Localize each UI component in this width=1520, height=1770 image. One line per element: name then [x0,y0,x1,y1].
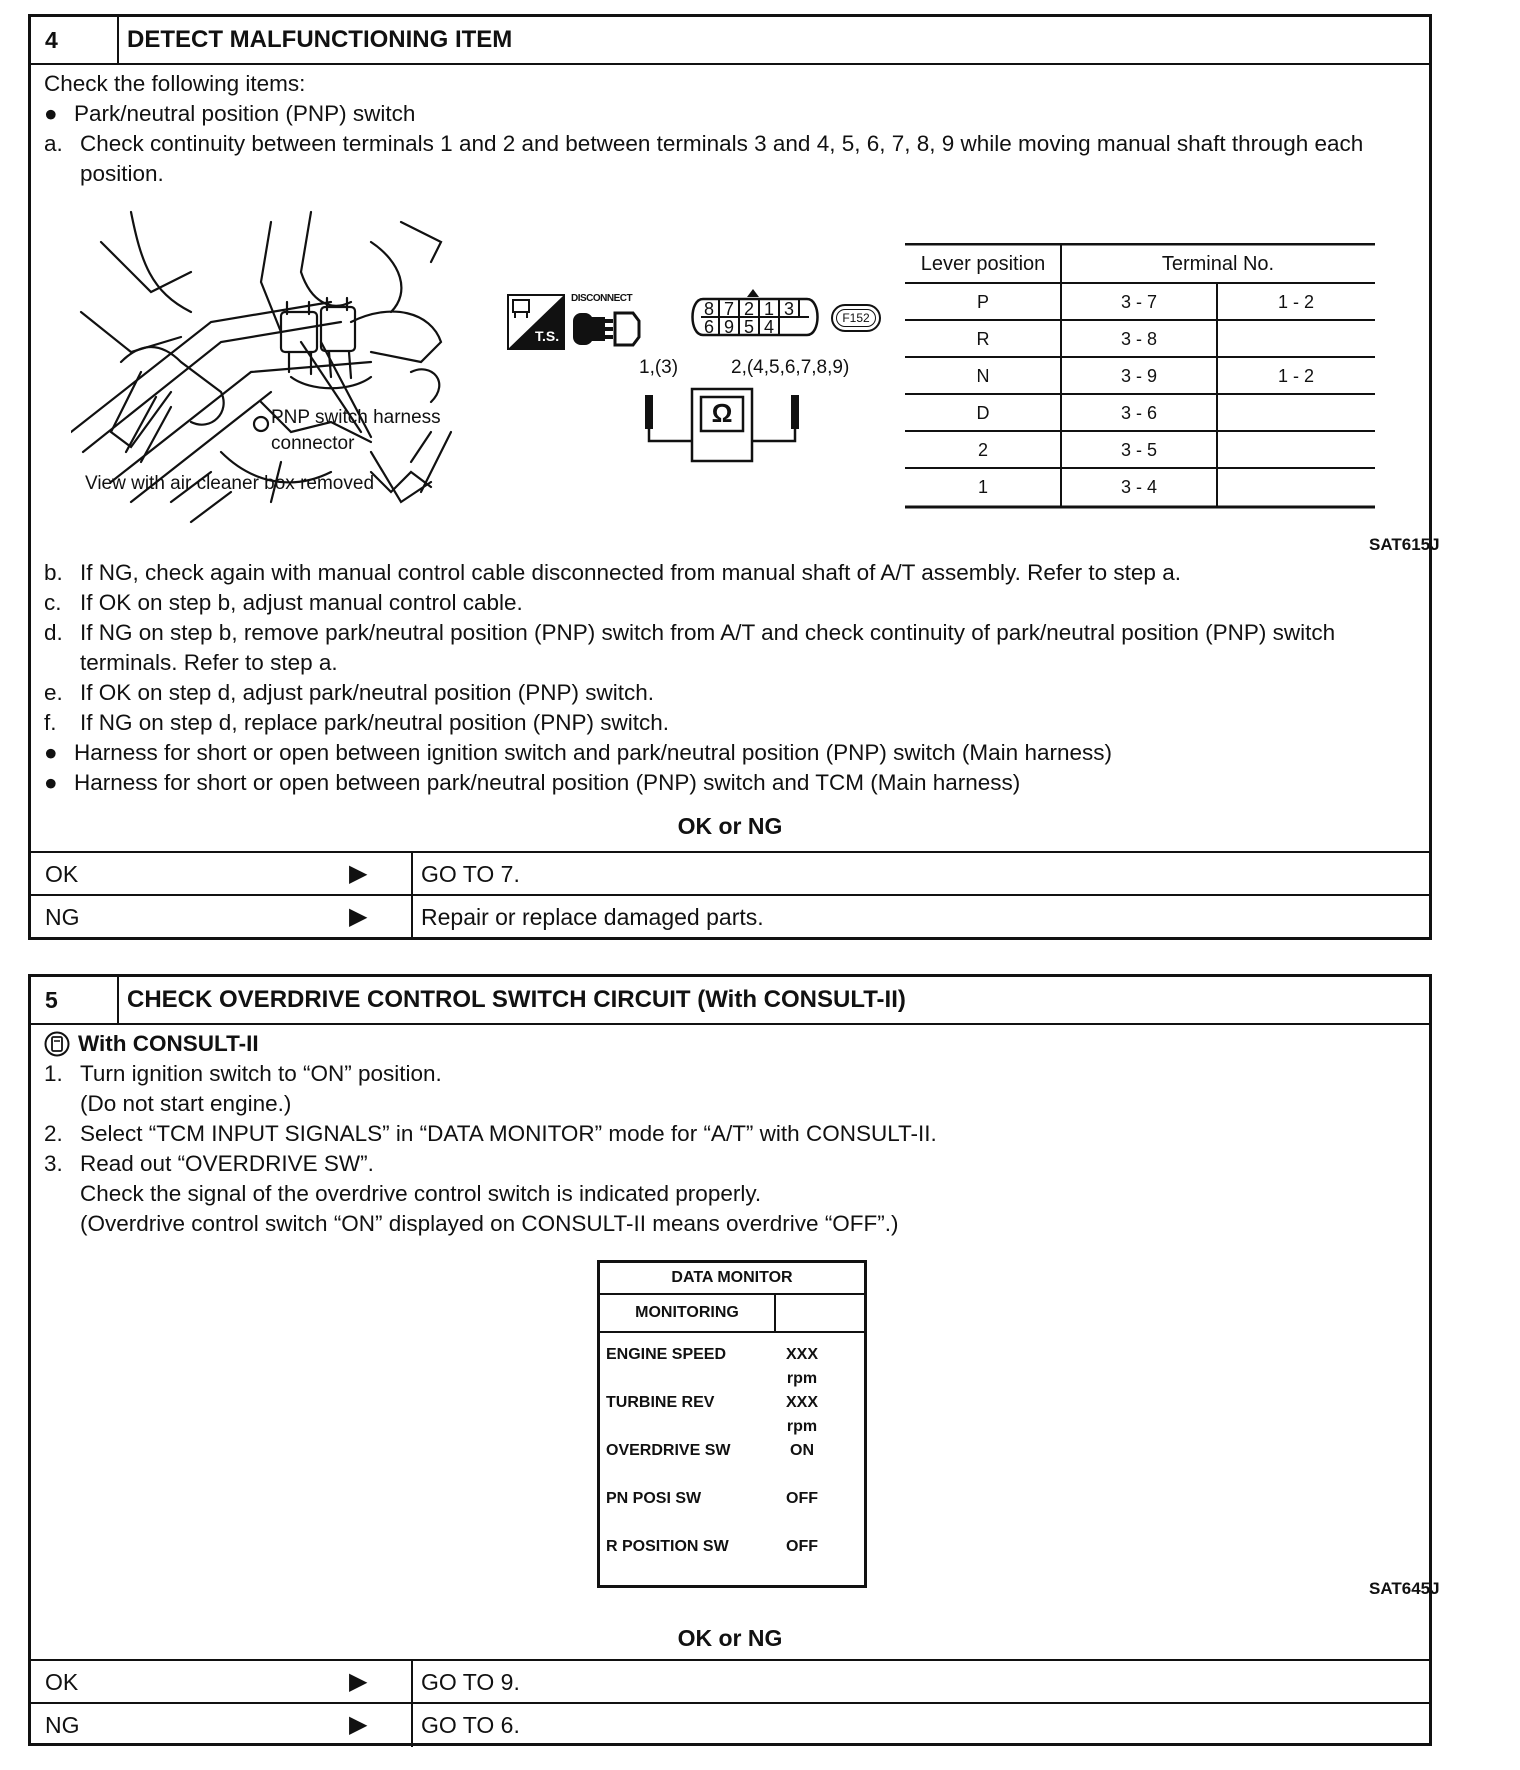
step-label: c. [44,590,62,615]
probe-label-right: 2,(4,5,6,7,8,9) [731,357,850,378]
arrow-icon: ▶ [349,1711,368,1738]
table-row [905,321,1375,358]
step-note: (Do not start engine.) [80,1091,292,1116]
pin-label: 8 [703,299,714,319]
ng-label: NG [45,1712,80,1738]
table-cell: 1 - 2 [1277,366,1315,386]
table-cell: 3 - 6 [1120,403,1158,423]
step-text: If NG on step b, remove park/neutral position (PNP) switch from A/T and check continuity of park/neutral position (PNP) switch terminals. Refer to step a. [80,620,1336,675]
table-cell: 3 - 5 [1120,440,1158,460]
step-3 [44,1149,1419,1179]
ts-label: T.S. [535,328,560,344]
monitor-item-name: PN POSI SW [606,1490,702,1507]
step-label: 1. [44,1061,63,1086]
ng-result: Repair or replace damaged parts. [421,904,764,930]
bullet-icon: ● [44,740,58,765]
step-text: Read out “OVERDRIVE SW”. [80,1151,374,1176]
monitor-item-name: ENGINE SPEED [606,1346,727,1363]
table-row [905,432,1375,469]
connector-id-badge [831,304,881,332]
ok-or-ng-title: OK or NG [677,813,783,839]
table-cell: P [976,292,989,312]
bullet-text: Park/neutral position (PNP) switch [74,101,416,126]
step-c [44,588,1419,618]
ts-icon [507,294,565,350]
pin-label: 5 [743,317,754,337]
step-text: Check continuity between terminals 1 and 2 and between terminals 3 and 4, 5, 6, 7, 8, 9 while moving manual shaft through each position. [80,131,1364,186]
table-row [905,469,1375,506]
arrow-icon: ▶ [349,1668,368,1695]
step-f [44,708,1419,738]
table-cell [1217,432,1375,469]
bullet-text: Harness for short or open between park/neutral position (PNP) switch and TCM (Main harness) [74,770,1021,795]
table-cell [1217,469,1375,506]
with-consult-label: With CONSULT-II [78,1031,259,1056]
table-row [905,395,1375,432]
row-divider [411,1704,413,1747]
step-5-header [31,977,1429,1025]
monitor-item-value: ON [790,1442,814,1459]
ng-row [31,894,1429,939]
ng-result: GO TO 6. [421,1712,520,1738]
table-row [905,358,1375,395]
step-text: Select “TCM INPUT SIGNALS” in “DATA MONITOR” mode for “A/T” with CONSULT-II. [80,1121,937,1146]
table-header: Terminal No. [1161,253,1275,275]
monitoring-header [600,1295,864,1333]
step-text: If OK on step b, adjust manual control cable. [80,590,523,615]
step-text: Turn ignition switch to “ON” position. [80,1061,442,1086]
pin-label: 3 [783,299,794,319]
disconnect-label: DISCONNECT [571,293,633,304]
figure-label-harness [271,405,441,457]
disconnect-icon [573,307,643,351]
monitor-item-value: OFF [786,1538,818,1555]
data-monitor-screen [597,1260,867,1588]
monitor-row [606,1487,860,1511]
step-note: (Overdrive control switch “ON” displayed on CONSULT-II means overdrive “OFF”.) [80,1211,899,1236]
step-b [44,558,1419,588]
terminal-table [905,245,1375,506]
step-text: If OK on step d, adjust park/neutral position (PNP) switch. [80,680,655,705]
ok-label: OK [45,861,79,887]
table-cell: 1 - 2 [1277,292,1315,312]
arrow-icon: ▶ [349,903,368,930]
data-monitor-title: DATA MONITOR [600,1263,864,1295]
step-label: b. [44,560,63,585]
table-cell: N [976,366,990,386]
connector-id: F152 [836,309,876,327]
step-text: If NG on step d, replace park/neutral position (PNP) switch. [80,710,670,735]
pin-label: 9 [723,317,734,337]
monitor-item-value: OFF [786,1490,818,1507]
ohm-symbol: Ω [711,398,733,428]
step-number: 5 [31,977,119,1023]
step-4-procedures [44,558,1419,798]
ok-result: GO TO 7. [421,861,520,887]
arrow-icon: ▶ [349,860,368,887]
monitor-item-name: OVERDRIVE SW [606,1442,731,1459]
bullet-icon: ● [44,770,58,795]
row-divider [411,1661,413,1704]
step-label: a. [44,131,63,156]
step-4-header [31,17,1429,65]
step-5-procedure [44,1029,1419,1239]
step-label: 2. [44,1121,63,1146]
table-cell: R [976,329,990,349]
figure-caption: View with air cleaner box removed [85,473,375,494]
probe-label-left: 1,(3) [639,357,679,378]
monitor-row [606,1391,860,1435]
table-cell: 3 - 7 [1120,292,1158,312]
bullet-text: Harness for short or open between ignition switch and park/neutral position (PNP) switch (Main harness) [74,740,1112,765]
pin-label: 4 [763,317,774,337]
row-divider [411,896,413,939]
monitoring-label: MONITORING [600,1295,776,1331]
monitor-item-name: TURBINE REV [606,1394,715,1411]
table-cell: 2 [977,440,988,460]
pin-label: 2 [743,299,754,319]
ng-row [31,1702,1429,1747]
step-d [44,618,1419,678]
bullet-item [44,99,1419,129]
label-line: PNP switch harness [271,407,441,428]
step-4-intro [44,69,1419,189]
pin-label: 7 [723,299,734,319]
bullet-item [44,768,1419,798]
connector-pins-bottom [699,317,779,338]
monitor-row [606,1535,860,1559]
row-divider [411,853,413,896]
step-2 [44,1119,1419,1149]
monitor-row [606,1343,860,1387]
table-cell: 3 - 9 [1120,366,1158,386]
monitor-item-value: XXX rpm [785,1394,818,1435]
step-number: 4 [31,17,119,63]
step-5-block [28,974,1440,1746]
step-4-block [28,14,1440,940]
step-1 [44,1059,1419,1089]
intro-text: Check the following items: [44,71,306,96]
table-cell: 1 [977,477,988,497]
step-label: e. [44,680,63,705]
step-title: DETECT MALFUNCTIONING ITEM [127,26,513,53]
ng-label: NG [45,904,80,930]
monitor-item-name: R POSITION SW [606,1538,729,1555]
table-cell [1217,395,1375,432]
bullet-item [44,738,1419,768]
step-label: d. [44,620,63,645]
ok-row [31,1659,1429,1704]
monitor-row [606,1439,860,1463]
table-cell: D [976,403,990,423]
pin-label: 6 [703,317,714,337]
ok-or-ng-title: OK or NG [677,1625,783,1651]
figure-code: SAT615J [1369,535,1440,554]
label-line: connector [271,433,355,454]
step-text: If NG, check again with manual control cable disconnected from manual shaft of A/T assembly. Refer to step a. [80,560,1181,585]
ok-row [31,851,1429,896]
ok-label: OK [45,1669,79,1695]
table-row [905,284,1375,321]
step-a [44,129,1419,189]
table-cell: 3 - 8 [1120,329,1158,349]
monitor-item-value: XXX rpm [785,1346,818,1387]
step-label: 3. [44,1151,63,1176]
step-label: f. [44,710,57,735]
pin-label: 1 [763,299,774,319]
table-header: Lever position [920,253,1046,275]
figure-code: SAT645J [1369,1579,1440,1598]
ok-result: GO TO 9. [421,1669,520,1695]
step-note: Check the signal of the overdrive control switch is indicated properly. [80,1181,762,1206]
consult-icon [44,1031,70,1057]
table-cell [1217,321,1375,358]
bullet-icon: ● [44,101,58,126]
step-title: CHECK OVERDRIVE CONTROL SWITCH CIRCUIT (With CONSULT-II) [127,986,906,1013]
step-e [44,678,1419,708]
with-consult-heading [44,1029,1419,1059]
table-cell: 3 - 4 [1120,477,1158,497]
